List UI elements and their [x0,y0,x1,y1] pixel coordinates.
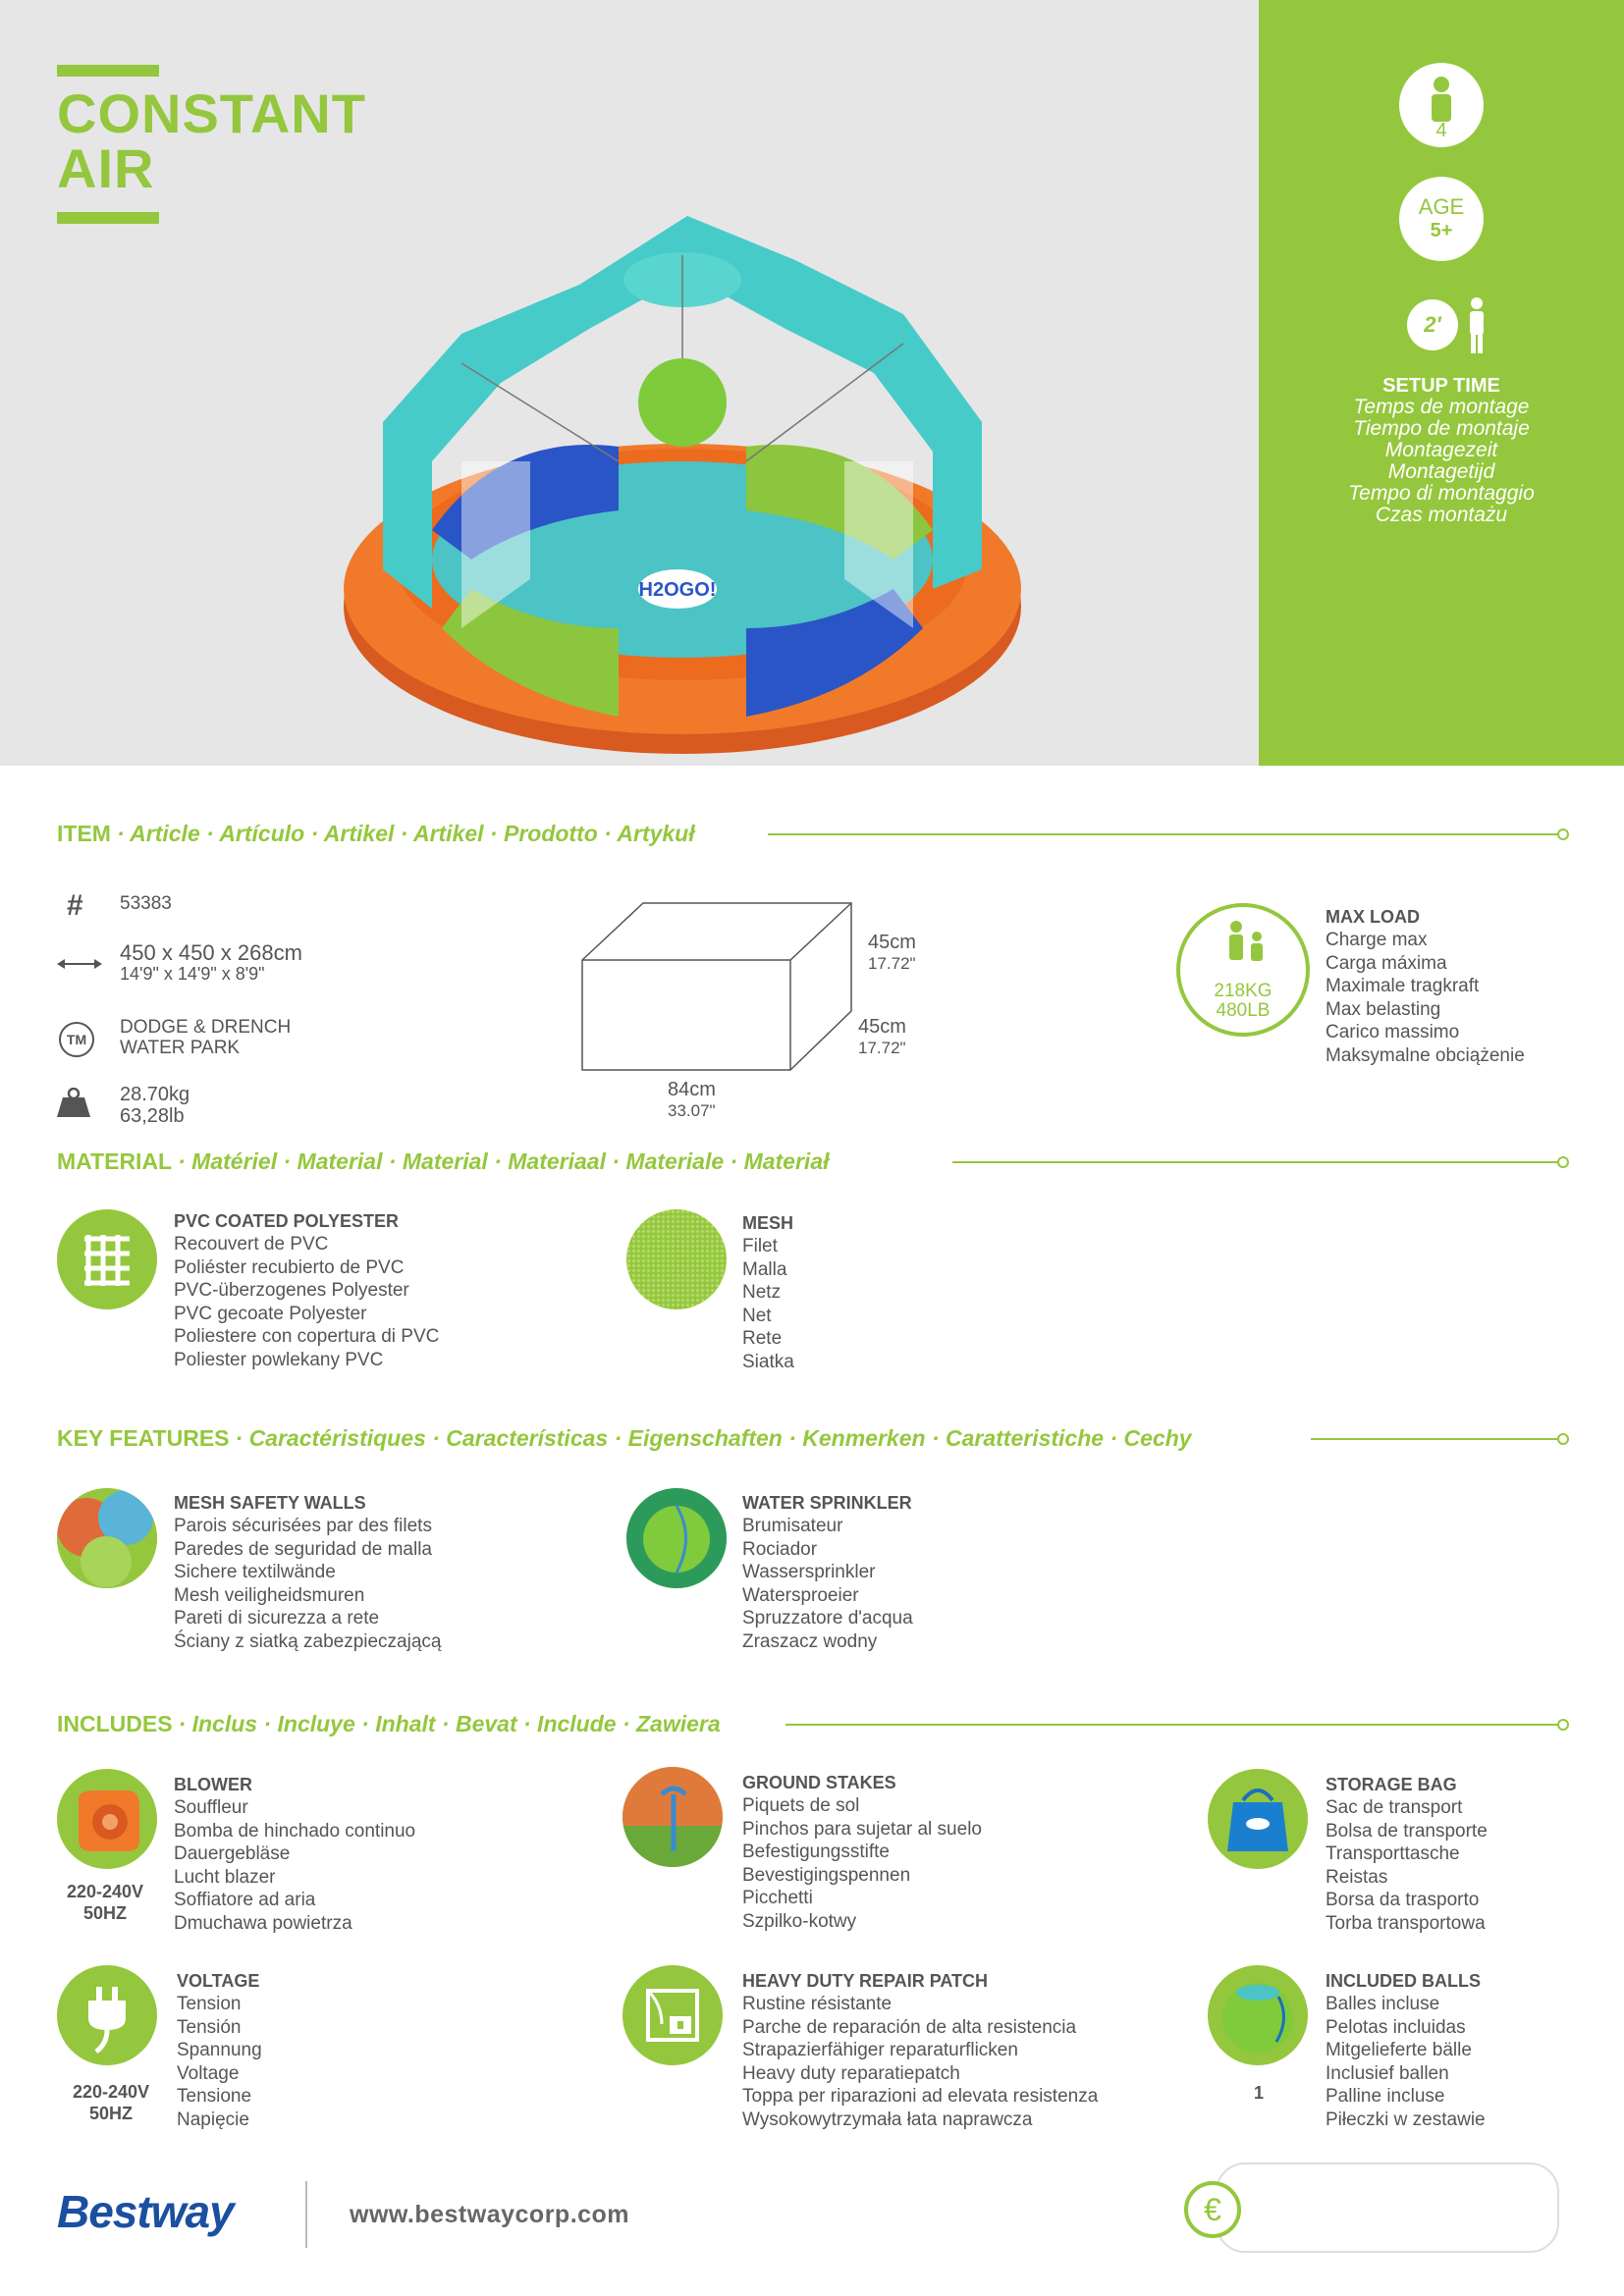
item-heading [57,821,695,847]
include-line: Dmuchawa powietrza [174,1912,352,1934]
woven-fabric-icon [57,1209,157,1309]
include-line: Dauergebläse [174,1843,291,1864]
feature-line: Pareti di sicurezza a rete [174,1608,380,1629]
max-load-translation: Charge max [1326,930,1428,950]
max-load-lb: 480LB [1216,1000,1271,1021]
blower-frequency-value: 50HZ [82,1903,127,1923]
h2ogo-logo: H2OGO! [638,579,717,601]
footer-divider [305,2181,307,2248]
include-line: Pelotas incluidas [1326,2016,1466,2038]
include-line: Voltage [177,2062,240,2084]
setup-translation: Tiempo de montaje [1353,417,1530,440]
box-depth-in: 17.72" [858,1039,906,1057]
persons-count: 4 [1435,120,1447,141]
include-item-ground-stakes [742,1771,982,1933]
weight-kg: 28.70kg [120,1084,190,1105]
max-load-text [1326,905,1525,1067]
age-badge [1399,177,1484,261]
include-title: VOLTAGE [177,1971,260,1991]
include-line: Bomba de hinchado continuo [174,1820,416,1842]
setup-translation: Tempo di montaggio [1348,482,1535,505]
max-load-kg: 218KG [1214,981,1272,1001]
max-load-translation: Maksymalne obciążenie [1326,1044,1525,1066]
box-width-cm: 84cm [668,1079,716,1100]
feature-item-mesh-walls [174,1491,441,1653]
person-icon [1463,296,1490,353]
max-load-translation: Max belasting [1326,998,1441,1020]
include-title: HEAVY DUTY REPAIR PATCH [742,1971,989,1991]
includes-divider [785,1724,1561,1726]
weight-icon [57,1088,90,1117]
box-depth-cm: 45cm [858,1016,906,1038]
includes-heading-title: INCLUDES [57,1711,173,1736]
frequency-value: 50HZ [88,2104,133,2123]
setup-translation: Montagetijd [1387,460,1495,483]
blower-voltage [51,1881,159,1924]
item-name [120,1017,291,1058]
setup-minutes: 2' [1424,312,1441,337]
include-line: Szpilko-kotwy [742,1910,857,1932]
balls-count: 1 [1253,2083,1264,2103]
voltage-value: 220-240V [72,2082,150,2102]
material-divider-dot [1557,1156,1569,1168]
material-line: PVC gecoate Polyester [174,1303,367,1324]
family-icon [1221,921,1271,972]
includes-heading [57,1711,721,1737]
mesh-icon [626,1209,727,1309]
material-line: Filet [742,1236,778,1256]
max-load-translation: Maximale tragkraft [1326,976,1480,996]
box-width-in: 33.07" [668,1101,716,1120]
mesh-walls-icon [57,1488,157,1588]
item-divider-dot [1557,828,1569,840]
ground-stake-icon [623,1767,723,1867]
feature-item-sprinkler [742,1491,913,1653]
setup-translation: Temps de montage [1353,396,1530,418]
material-title: PVC COATED POLYESTER [174,1211,400,1231]
include-item-balls [1326,1969,1486,2131]
material-divider [952,1161,1561,1163]
include-line: Palline incluse [1326,2086,1445,2107]
material-line: Rete [742,1328,783,1349]
features-heading [57,1425,1192,1452]
include-line: Bolsa de transporte [1326,1820,1488,1842]
include-line: Befestigungsstifte [742,1842,890,1862]
include-line: Parche de reparación de alta resistencia [742,2016,1077,2038]
sprinkler-icon [626,1488,727,1588]
feature-title: MESH SAFETY WALLS [174,1493,366,1513]
include-title: BLOWER [174,1775,252,1794]
include-item-storage-bag [1326,1773,1488,1935]
include-line: Piquets de sol [742,1795,860,1816]
setup-translation: Montagezeit [1384,439,1498,461]
dimensions-metric: 450 x 450 x 268cm [120,940,302,965]
item-divider [768,833,1561,835]
repair-patch-icon [623,1965,723,2065]
feature-line: Mesh veiligheidsmuren [174,1584,365,1606]
brand-bar-top [57,65,159,77]
item-name-line-1: DODGE & DRENCH [120,1017,292,1038]
setup-translation: Czas montażu [1375,504,1508,526]
include-line: Tensión [177,2016,242,2038]
bestway-logo: Bestway [57,2186,234,2237]
setup-time-text [1259,375,1624,526]
box-depth [858,1017,906,1058]
include-line: Transporttasche [1326,1843,1460,1864]
feature-line: Sichere textilwände [174,1562,336,1582]
include-line: Heavy duty reparatiepatch [742,2062,960,2084]
setup-title: SETUP TIME [1382,375,1500,397]
item-number: 53383 [120,893,172,914]
include-line: Toppa per riparazioni ad elevata resistenza [742,2086,1099,2107]
feature-line: Rociador [742,1538,818,1560]
include-line: Torba transportowa [1326,1912,1486,1934]
voltage-rating [57,2081,165,2124]
features-heading-translations: · Caractéristiques · Características · Eigenschaften · Kenmerken · Caratteristiche · Cechy [235,1425,1192,1451]
material-line: Poliester powlekany PVC [174,1349,384,1370]
include-line: Inclusief ballen [1326,2062,1449,2084]
currency-symbol: € [1204,2192,1221,2227]
feature-line: Brumisateur [742,1516,843,1536]
include-line: Souffleur [174,1797,248,1818]
blower-voltage-value: 220-240V [66,1882,144,1901]
feature-line: Parois sécurisées par des filets [174,1516,432,1536]
brand-line-2: AIR [57,137,155,199]
material-item-pvc [174,1209,439,1371]
include-item-voltage [177,1969,262,2131]
include-title: GROUND STAKES [742,1773,896,1792]
material-line: Siatka [742,1351,794,1372]
feature-line: Zraszacz wodny [742,1630,878,1652]
max-load-badge [1176,903,1310,1037]
blower-icon [57,1769,157,1869]
brand-title [57,82,366,199]
feature-line: Ściany z siatką zabezpieczającą [174,1630,442,1652]
material-heading-title: MATERIAL [57,1148,173,1174]
include-line: Spannung [177,2040,262,2060]
include-line: Tensione [177,2086,252,2107]
feature-title: WATER SPRINKLER [742,1493,912,1513]
max-load-translation: Carico massimo [1326,1022,1460,1042]
include-line: Pinchos para sujetar al suelo [742,1818,982,1840]
brand-line-1: CONSTANT [57,82,366,144]
include-line: Wysokowytrzymała łata naprawcza [742,2109,1033,2130]
include-item-repair-patch [742,1969,1098,2131]
box-height [868,933,916,974]
product-image [324,167,1041,805]
brand-bar-bottom [57,212,159,224]
box-height-in: 17.72" [868,954,916,973]
dimensions-arrow-icon [57,956,102,972]
ball-icon [1208,1965,1308,2065]
max-load-title: MAX LOAD [1326,907,1420,927]
material-item-mesh [742,1211,794,1373]
include-line: Piłeczki w zestawie [1326,2109,1486,2130]
clock-icon [1407,299,1458,350]
website-link[interactable]: www.bestwaycorp.com [350,2201,630,2228]
include-line: Lucht blazer [174,1866,276,1888]
euro-icon [1184,2181,1241,2238]
max-load-translation: Carga máxima [1326,952,1447,974]
price-box [1216,2163,1559,2253]
material-heading-translations: · Matériel · Material · Material · Materiaal · Materiale · Materiał [178,1148,830,1174]
feature-line: Watersproeier [742,1584,859,1606]
features-heading-title: KEY FEATURES [57,1425,230,1451]
trademark-icon [59,1022,94,1057]
include-line: Picchetti [742,1888,813,1908]
include-title: INCLUDED BALLS [1326,1971,1481,1991]
item-weight [120,1084,189,1127]
trademark-label: TM [66,1032,87,1047]
dimensions-imperial: 14'9" x 14'9" x 8'9" [120,964,265,984]
material-line: Net [742,1305,772,1326]
features-divider [1311,1438,1561,1440]
age-value: 5+ [1430,220,1453,241]
age-label: AGE [1418,194,1465,219]
include-line: Sac de transport [1326,1797,1463,1818]
include-line: Borsa da trasporto [1326,1890,1480,1910]
item-heading-title: ITEM [57,821,111,846]
includes-divider-dot [1557,1719,1569,1731]
features-divider-dot [1557,1433,1569,1445]
include-line: Mitgelieferte bälle [1326,2040,1472,2060]
includes-heading-translations: · Inclus · Incluye · Inhalt · Bevat · Include · Zawiera [178,1711,721,1736]
material-line: Poliestere con copertura di PVC [174,1326,440,1347]
material-line: Poliéster recubierto de PVC [174,1256,405,1278]
weight-lb: 63,28lb [120,1105,185,1127]
include-line: Bevestigingspennen [742,1864,911,1886]
storage-bag-icon [1208,1769,1308,1869]
include-line: Rustine résistante [742,1994,893,2014]
feature-line: Wassersprinkler [742,1562,876,1582]
box-width [668,1080,716,1121]
include-line: Reistas [1326,1866,1388,1888]
include-line: Balles incluse [1326,1994,1440,2014]
feature-line: Spruzzatore d'acqua [742,1608,913,1629]
material-line: Recouvert de PVC [174,1234,329,1255]
material-line: Netz [742,1282,782,1303]
persons-badge [1399,63,1484,147]
hash-icon: # [67,889,83,922]
include-title: STORAGE BAG [1326,1775,1457,1794]
material-heading [57,1148,830,1175]
include-line: Napięcie [177,2109,249,2130]
material-line: Malla [742,1258,787,1280]
item-name-line-2: WATER PARK [120,1038,241,1058]
box-diagram [574,901,859,1073]
box-height-cm: 45cm [868,932,916,953]
material-line: PVC-überzogenes Polyester [174,1280,409,1301]
include-line: Tension [177,1994,242,2014]
include-line: Strapazierfähiger reparaturflicken [742,2040,1018,2060]
item-heading-translations: · Article · Artículo · Artikel · Artikel · Prodotto · Artykuł [116,821,695,846]
feature-line: Paredes de seguridad de malla [174,1538,433,1560]
plug-icon [57,1965,157,2065]
material-title: MESH [742,1213,794,1233]
include-item-blower [174,1773,415,1935]
include-line: Soffiatore ad aria [174,1890,316,1910]
